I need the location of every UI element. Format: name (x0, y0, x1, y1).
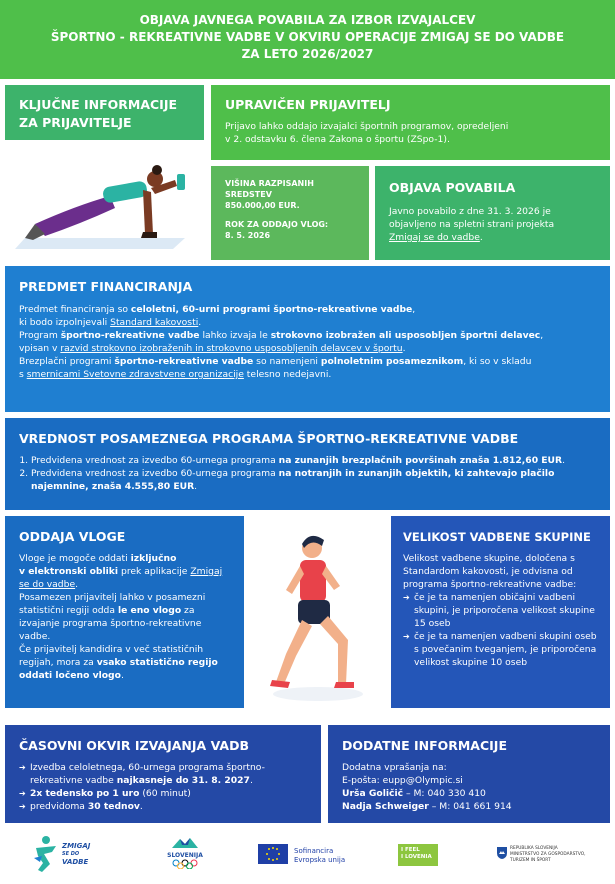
timeframe-box (5, 725, 321, 823)
ifeelslovenia-logo (398, 844, 438, 866)
ministry-text1: REPUBLIKA SLOVENIJA (510, 846, 558, 851)
value-item-1: 1. Predvidena vrednost za izvedbo 60-urnega programa na zunanjih brezplačnih površinah znaša 1.812,60 EUR. (31, 454, 596, 467)
group-intro: Velikost vadbene skupine, določena s Standardom kakovosti, je odvisna od programa športno-rekreativne vadbe: (403, 553, 577, 590)
olympic-slovenia-logo (160, 836, 210, 876)
standard-link[interactable]: Standard kakovosti (110, 317, 199, 328)
eu-flag-icon (258, 844, 288, 864)
key-info-subtitle: ZA PRIJAVITELJE (19, 115, 132, 130)
coat-of-arms-icon (497, 847, 507, 859)
header-banner (0, 0, 615, 79)
submission-para2: Posamezen prijavitelj lahko v posamezni statistični regiji odda le eno vlogo za izvajanje programa športno-rekreativne vadbe. (19, 592, 206, 642)
publication-line2: objavljeno na spletni strani projekta (389, 219, 555, 230)
subject-line2: ki bodo izpolnjevali Standard kakovosti. (19, 317, 202, 328)
funds-label2: SREDSTEV (225, 190, 272, 199)
timeframe-item-3: ➔ predvidoma 30 tednov. (19, 800, 307, 813)
contact-line1: Dodatna vprašanja na: (342, 762, 447, 773)
header-line2: ŠPORTNO - REKREATIVNE VADBE V OKVIRU OPERACIJE ZMIGAJ SE DO VADBE (50, 30, 565, 44)
group-list (403, 591, 598, 669)
subject-line3: Program športno-rekreativne vadbe lahko izvaja le strokovno izobražen ali usposobljen športni delavec, (19, 330, 544, 341)
subject-line4: vpisan v razvid strokovno izobraženih in strokovno usposobljenih delavcev v športu. (19, 343, 406, 354)
eligible-applicant-box (211, 85, 610, 160)
subject-title: PREDMET FINANCIRANJA (19, 279, 193, 294)
subject-line6: s smernicami Svetovne zdravstvene organizacije telesno nedejavni. (19, 369, 332, 380)
register-link[interactable]: razvid strokovno izobraženih in strokovno usposobljenih delavcev v športu (60, 343, 403, 354)
deadline-date: 8. 5. 2026 (225, 231, 271, 240)
contact-title: DODATNE INFORMACIJE (342, 738, 507, 753)
submission-title: ODDAJA VLOGE (19, 529, 126, 544)
value-item-2: 2. Predvidena vrednost za izvedbo 60-urnega programa na notranjih in zunanjih objektih, ki zahtevajo plačilo najemnine, znaša 4.555,80 EUR. (31, 467, 596, 493)
submission-para1: Vloge je mogoče oddati izključno v elektronski obliki prek aplikacije Zmigaj se do vadbe. (19, 553, 223, 590)
value-list (19, 454, 596, 493)
publication-link[interactable]: Zmigaj se do vadbe (389, 232, 480, 243)
funds-label1: VIŠINA RAZPISANIH (225, 179, 314, 188)
subject-line1: Predmet financiranja so celoletni, 60-urni programi športno-rekreativne vadbe, (19, 304, 416, 315)
group-item-1: ➔ če je ta namenjen običajni vadbeni skupini, je priporočena velikost skupine 15 oseb (403, 591, 598, 630)
zmigaj-logo (30, 834, 110, 874)
group-item-2: ➔ če je ta namenjen vadbeni skupini oseb s povečanim tveganjem, je priporočena velikost skupine 10 oseb (403, 630, 598, 669)
slovenija-label: SLOVENIJA (167, 852, 203, 859)
submission-box (5, 516, 244, 708)
timeframe-list (19, 761, 307, 813)
contact-person-2: Nadja Schweiger – M: 041 661 914 (342, 801, 512, 812)
timeframe-item-2: ➔ 2x tedensko po 1 uro (60 minut) (19, 787, 307, 800)
contact-person-1: Urša Goličič – M: 040 330 410 (342, 788, 486, 799)
ifeel-text1: I FEEL (401, 847, 420, 853)
zmigaj-logo-text3: VADBE (62, 858, 89, 866)
deadline-label: ROK ZA ODDAJO VLOG: (225, 220, 329, 229)
submission-para3: Če prijavitelj kandidira v več statističnih regijah, mora za vsako statistično regijo oddati ločeno vlogo. (19, 644, 218, 681)
contact-email[interactable]: E-pošta: eupp@Olympic.si (342, 775, 463, 786)
eligible-title: UPRAVIČEN PRIJAVITELJ (225, 97, 391, 112)
ministry-text3: TURIZEM IN ŠPORT (510, 858, 551, 863)
ifeel-text2: I LOVENIA (401, 854, 432, 860)
eligible-text-line1: Prijavo lahko oddajo izvajalci športnih programov, opredeljeni (225, 121, 509, 132)
eligible-text-line2: v 2. odstavku 6. člena Zakona o športu (ZSpo-1). (225, 134, 450, 145)
publication-title: OBJAVA POVABILA (389, 180, 516, 195)
exercise-illustration-plank (5, 146, 204, 258)
eu-text1: Sofinancira (294, 847, 334, 855)
ministry-logo (497, 844, 607, 870)
exercise-illustration-lunge (250, 516, 385, 708)
value-title: VREDNOST POSAMEZNEGA PROGRAMA ŠPORTNO-REKREATIVNE VADBE (19, 431, 519, 446)
subject-line5: Brezplačni programi športno-rekreativne vadbe so namenjeni polnoletnim posameznikom, ki so v skladu (19, 356, 532, 367)
funds-box (211, 166, 369, 260)
ministry-text2: MINISTRSTVO ZA GOSPODARSTVO, (510, 852, 586, 857)
key-info-title: KLJUČNE INFORMACIJE (19, 97, 178, 112)
zmigaj-logo-text1: ZMIGAJ (62, 842, 91, 850)
eu-cofunding-logo (258, 844, 358, 868)
group-title: VELIKOST VADBENE SKUPINE (403, 530, 591, 544)
app-link[interactable]: Zmigaj se do vadbe (19, 566, 223, 590)
publication-line1: Javno povabilo z dne 31. 3. 2026 je (389, 206, 551, 217)
timeframe-item-1: ➔ Izvedba celoletnega, 60-urnega programa športno-rekreativne vadbe najkasneje do 31. 8. 2027. (19, 761, 307, 787)
contact-box (328, 725, 610, 823)
program-value-box (5, 418, 610, 510)
zmigaj-logo-text2: SE DO (62, 851, 80, 857)
publication-box: OBJAVA POVABILA Javno povabilo z dne 31. 3. 2026 je objavljeno na spletni strani projekta Zmigaj se do vadbe. (375, 166, 610, 260)
header-line3: ZA LETO 2026/2027 (241, 47, 374, 61)
who-guidelines-link[interactable]: smernicami Svetovne zdravstvene organizacije (26, 369, 244, 380)
subject-financing-box (5, 266, 610, 412)
group-size-box (391, 516, 610, 708)
header-line1: OBJAVA JAVNEGA POVABILA ZA IZBOR IZVAJALCEV (139, 13, 476, 27)
key-info-box (5, 85, 204, 140)
eu-text2: Evropska unija (294, 856, 346, 864)
timeframe-title: ČASOVNI OKVIR IZVAJANJA VADB (19, 738, 249, 753)
funds-amount: 850.000,00 EUR. (225, 201, 300, 210)
